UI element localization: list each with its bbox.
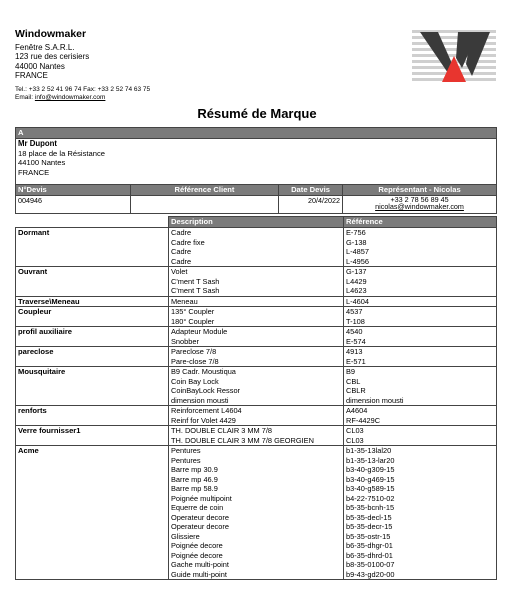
description-line: Gache multi-point	[171, 560, 229, 569]
company-phone: Tel.: +33 2 52 41 96 74 Fax: +33 2 52 74 63 75	[15, 85, 151, 93]
description-line: Cadre	[171, 256, 192, 266]
email-prefix: Email:	[15, 93, 34, 101]
client-addr-2: 44100 Nantes	[18, 158, 66, 168]
description-line: Cadre	[171, 247, 192, 256]
reference-line: L-4857	[346, 247, 370, 256]
header-representant: Représentant - Nicolas	[343, 185, 497, 196]
description-line: Meneau	[171, 296, 198, 306]
description-line: Coin Bay Lock	[171, 376, 219, 386]
reference-cell	[344, 426, 497, 446]
company-line-2: 123 rue des cerisiers	[15, 52, 90, 62]
reference-cell	[344, 296, 497, 307]
reference-cell	[344, 347, 497, 367]
table-row	[16, 228, 497, 267]
description-cell	[169, 347, 344, 367]
group-name: Coupleur	[16, 307, 169, 327]
description-line: 135° Coupler	[171, 307, 215, 316]
reference-line: L4623	[346, 286, 367, 295]
reference-line: CBL	[346, 376, 361, 386]
reference-line: b1-35-13-lar20	[346, 455, 395, 465]
description-line: dimension mousti	[171, 395, 229, 405]
company-line-3: 44000 Nantes	[15, 61, 65, 71]
description-line: Operateur decore	[171, 512, 229, 522]
reference-cell	[344, 406, 497, 426]
description-line: CoinBayLock Ressor	[171, 386, 241, 395]
client-addr-1: 18 place de la Résistance	[18, 148, 105, 158]
reference-line: T-108	[346, 316, 365, 326]
company-email-line	[15, 94, 150, 102]
reference-line: b4-22-7510-02	[346, 493, 395, 503]
group-name: Dormant	[16, 228, 169, 267]
company-block	[15, 30, 150, 102]
company-email-link[interactable]: info@windowmaker.com	[34, 93, 106, 101]
rep-phone: +33 2 78 56 89 45	[390, 195, 449, 204]
company-name: Windowmaker	[15, 28, 87, 40]
reference-line: L-4604	[346, 296, 370, 306]
reference-line: E-756	[346, 228, 366, 237]
reference-line: RF-4429C	[346, 415, 381, 425]
reference-line: E-571	[346, 356, 366, 366]
header-description: Description	[169, 217, 344, 228]
devis-number: 004946	[16, 196, 131, 214]
reference-line: CL03	[346, 426, 364, 435]
header-ref-client: Référence Client	[131, 185, 279, 196]
description-cell	[169, 228, 344, 267]
reference-cell	[344, 327, 497, 347]
client-addr-3: FRANCE	[18, 167, 50, 177]
description-line: Snobber	[171, 336, 199, 346]
description-cell	[169, 406, 344, 426]
description-line: Reinforcement L4604	[171, 406, 242, 415]
description-line: Poignée multipoint	[171, 493, 232, 503]
reference-line: 4540	[346, 327, 363, 336]
description-line: Pare-close 7/8	[171, 356, 219, 366]
description-line: Volet	[171, 267, 188, 276]
description-line: Glissiere	[171, 531, 200, 541]
description-cell	[169, 307, 344, 327]
reference-cell	[344, 446, 497, 580]
description-line: Barre mp 58.9	[171, 484, 218, 493]
representant-contact	[343, 196, 497, 214]
description-line: Barre mp 46.9	[171, 474, 218, 484]
reference-line: b5-35-decr-15	[346, 522, 393, 531]
reference-line: 4913	[346, 347, 363, 356]
client-section	[15, 127, 497, 214]
reference-line: L4429	[346, 276, 367, 286]
client-address	[16, 139, 497, 185]
description-line: C'ment T Sash	[171, 286, 220, 295]
description-cell	[169, 367, 344, 406]
group-name: Verre fournisser1	[16, 426, 169, 446]
description-line: TH. DOUBLE CLAIR 3 MM 7/8 GEORGIEN	[171, 435, 314, 445]
reference-cell	[344, 267, 497, 297]
description-line: Pentures	[171, 455, 201, 465]
reference-line: b6-35-dhgr-01	[346, 541, 393, 550]
reference-line: G-137	[346, 267, 367, 276]
reference-line: 4537	[346, 307, 363, 316]
items-table	[15, 216, 497, 580]
group-name: Traverse\Meneau	[16, 296, 169, 307]
table-row	[16, 327, 497, 347]
group-name: renforts	[16, 406, 169, 426]
reference-line: b3-40-g309-15	[346, 465, 395, 474]
table-row	[16, 426, 497, 446]
reference-line: b9-43-gd20-00	[346, 569, 395, 579]
ref-client-value	[131, 196, 279, 214]
description-line: Adapteur Module	[171, 327, 228, 336]
description-line: Cadre	[171, 228, 192, 237]
description-line: B9 Cadr. Moustiqua	[171, 367, 236, 376]
windowmaker-logo	[412, 28, 496, 84]
description-line: Poignée decore	[171, 550, 223, 560]
description-line: Guide multi-point	[171, 569, 227, 579]
table-row	[16, 267, 497, 297]
description-cell	[169, 327, 344, 347]
group-name: Acme	[16, 446, 169, 580]
reference-line: b5-35-ostr-15	[346, 531, 391, 541]
reference-cell	[344, 228, 497, 267]
description-line: Poignée decore	[171, 541, 223, 550]
header-reference: Référence	[344, 217, 497, 228]
reference-line: E-574	[346, 336, 366, 346]
header-date: Date Devis	[279, 185, 343, 196]
table-row	[16, 347, 497, 367]
description-line: Barre mp 30.9	[171, 465, 218, 474]
table-row	[16, 307, 497, 327]
reference-line: b3-40-g589-15	[346, 484, 395, 493]
reference-line: CBLR	[346, 386, 366, 395]
client-name: Mr Dupont	[18, 139, 57, 148]
description-line: C'ment T Sash	[171, 276, 220, 286]
header-devis: N°Devis	[16, 185, 131, 196]
description-line: Pareclose 7/8	[171, 347, 217, 356]
table-row	[16, 406, 497, 426]
reference-line: b6-35-dhrd-01	[346, 550, 393, 560]
description-line: Operateur decore	[171, 522, 229, 531]
description-line: 180° Coupler	[171, 316, 215, 326]
reference-line: b5-35-decl-15	[346, 512, 392, 522]
devis-date: 20/4/2022	[279, 196, 343, 214]
reference-line: b5-35-bcnh-15	[346, 503, 395, 512]
description-line: Pentures	[171, 446, 201, 455]
reference-line: dimension mousti	[346, 395, 404, 405]
description-cell	[169, 267, 344, 297]
reference-line: B9	[346, 367, 356, 376]
description-line: Equerre de coin	[171, 503, 224, 512]
reference-cell	[344, 307, 497, 327]
group-name: Mousquitaire	[16, 367, 169, 406]
group-name: Ouvrant	[16, 267, 169, 297]
company-line-1: Fenêtre S.A.R.L.	[15, 42, 75, 52]
description-cell	[169, 426, 344, 446]
description-line: TH. DOUBLE CLAIR 3 MM 7/8	[171, 426, 273, 435]
description-cell	[169, 296, 344, 307]
reference-line: CL03	[346, 435, 364, 445]
table-row	[16, 367, 497, 406]
reference-line: b3-40-g469-15	[346, 474, 395, 484]
reference-cell	[344, 367, 497, 406]
reference-line: b8-35-0100-07	[346, 560, 395, 569]
reference-line: b1-35-13lal20	[346, 446, 392, 455]
description-cell	[169, 446, 344, 580]
header-blank	[16, 217, 169, 228]
group-name: profil auxiliaire	[16, 327, 169, 347]
group-name: pareclose	[16, 347, 169, 367]
rep-email[interactable]: nicolas@windowmaker.com	[375, 202, 464, 211]
page-title: Résumé de Marque	[197, 106, 317, 121]
table-row	[16, 446, 497, 580]
section-label: A	[16, 128, 497, 139]
company-line-4: FRANCE	[15, 71, 48, 81]
reference-line: G-138	[346, 237, 367, 247]
description-line: Cadre fixe	[171, 237, 205, 247]
company-contact	[15, 86, 150, 102]
reference-line: A4604	[346, 406, 368, 415]
description-line: Reinf for Volet 4429	[171, 415, 236, 425]
table-row	[16, 296, 497, 307]
reference-line: L-4956	[346, 256, 370, 266]
